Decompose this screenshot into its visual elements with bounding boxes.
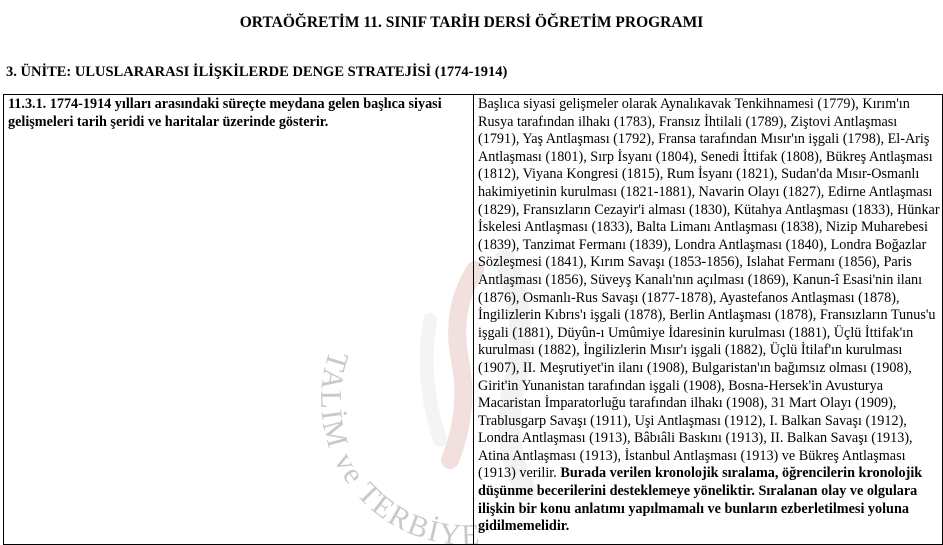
page-title: ORTAÖĞRETİM 11. SINIF TARİH DERSİ ÖĞRETİM PROGRAMI bbox=[239, 14, 704, 31]
outcome-description: Başlıca siyasi gelişmeler olarak Aynalıkavak Tenkihnamesi (1779), Kırım'ın Rusya tarafından ilhakı (1783), Fransız İhtilali (1789), Ziştovi Antlaşması (1791), Yaş Antlaşması (1792), Fransa tarafından Mısır'ın işgali (1798), El-Ariş Antlaşması (1801), Sırp İsyanı (1804), Senedi İttifak (1808), Bükreş Antlaşması (1812), Viyana Kongresi (1815), Rum İsyanı (1821), Sudan'da Mısır-Osmanlı hakimiyetinin kurulması (1821-1881), Navarin Olayı (1827), Edirne Antlaşması (1829), Fransızların Cezayir'i alması (1830), Kütahya Antlaşması (1833), Hünkar İskelesi Antlaşması (1833), Balta Limanı Antlaşması (1838), Nizip Muharebesi (1839), Tanzimat Fermanı (1839), Londra Antlaşması (1840), Londra Boğazlar Sözleşmesi (1841), Kırım Savaşı (1853-1856), Islahat Fermanı (1856), Paris Antlaşması (1856), Süveyş Kanalı'nın açılması (1869), Kanun-î Esasi'nin ilanı (1876), Osmanlı-Rus Savaşı (1877-1878), Ayastefanos Antlaşması (1878), İngilizlerin Kıbrıs'ı işgali (1878), Berlin Antlaşması (1878), Fransızların Tunus'u işgali (1881), Düyûn-ı Umûmiye İdaresinin kurulması (1881), Üçlü İttifak'ın kurulması (1882), İngilizlerin Mısır'ı işgali (1882), Üçlü İtilaf'ın kurulması (1907), II. Meşrutiyet'in ilanı (1908), Bulgaristan'ın bağımsız olması (1908), Girit'in Yunanistan tarafından işgali (1908), Bosna-Hersek'in Avusturya Macaristan İmparatorluğu tarafından ilhakı (1908), 31 Mart Olayı (1909), Trablusgarp Savaşı (1911), Uşi Antlaşması (1912), I. Balkan Savaşı (1912), Londra Antlaşması (1913), Bâbıâli Baskını (1913), II. Balkan Savaşı (1913), Atina Antlaşması (1913), İstanbul Antlaşması (1913) ve Bükreş Antlaşması (1913) verilir. bbox=[478, 96, 940, 482]
explanation-cell bbox=[474, 95, 943, 545]
unit-title: 3. ÜNİTE: ULUSLARARASI İLİŞKİLERDE DENGE STRATEJİSİ (1774-1914) bbox=[6, 64, 508, 80]
table-row bbox=[4, 95, 943, 545]
outcome-cell bbox=[4, 95, 474, 545]
learning-outcome-table bbox=[3, 94, 943, 545]
watermark-text: TALİM ve TERBİYE bbox=[314, 347, 483, 544]
outcome-note: Burada verilen kronolojik sıralama, öğrencilerin kronolojik düşünme becerilerini desteklemeye yöneliktir. Sıralanan olay ve olgulara ilişkin bir konu anlatımı yapılmamalı ve bunların ezberletilmesi yoluna gidilmemelidir. bbox=[478, 465, 923, 535]
outcome-text: 11.3.1. 1774-1914 yılları arasındaki süreçte meydana gelen başlıca siyasi gelişmeleri tarih şeridi ve haritalar üzerinde gösterir. bbox=[8, 96, 442, 130]
